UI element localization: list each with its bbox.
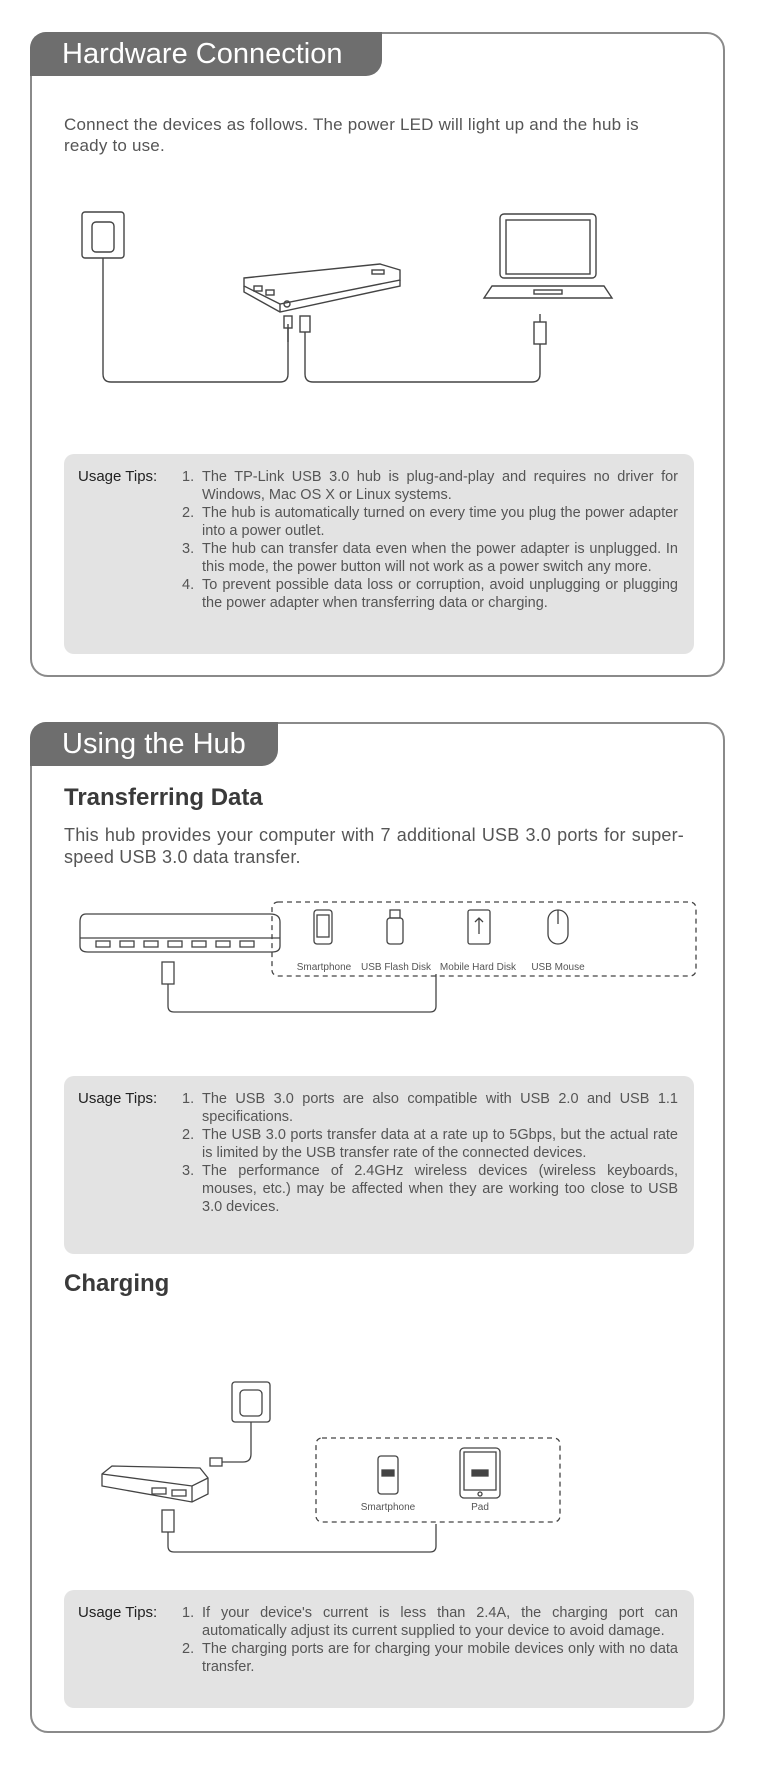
using-the-hub-panel bbox=[30, 722, 725, 1733]
tip-item: 4. To prevent possible data loss or corruption, avoid unplugging or plugging the power adapter when transferring data or charging. bbox=[182, 577, 678, 611]
mobile-hard-disk-icon bbox=[468, 910, 490, 944]
device-label: Pad bbox=[471, 1502, 489, 1513]
usage-tips-box bbox=[64, 1590, 694, 1708]
power-adapter-icon bbox=[210, 1382, 270, 1466]
section-tab-title: Using the Hub bbox=[30, 722, 278, 766]
device-label: Mobile Hard Disk bbox=[439, 962, 517, 973]
tip-item: 2. The hub is automatically turned on every time you plug the power adapter into a power outlet. bbox=[182, 505, 678, 539]
usage-tips-list bbox=[182, 468, 678, 612]
usage-tips-box bbox=[64, 454, 694, 654]
usage-tips-list bbox=[182, 1090, 678, 1216]
charging-illustration bbox=[32, 1374, 722, 1564]
usage-tips-box bbox=[64, 1076, 694, 1254]
tip-item: 1. The TP-Link USB 3.0 hub is plug-and-play and requires no driver for Windows, Mac OS X or Linux systems. bbox=[182, 469, 678, 503]
usb-mouse-icon bbox=[548, 910, 568, 944]
section-tab-title: Hardware Connection bbox=[30, 32, 382, 76]
usb-hub-icon bbox=[80, 914, 280, 952]
intro-text: Connect the devices as follows. The power LED will light up and the hub is ready to use. bbox=[64, 115, 639, 155]
tip-item: 2. The USB 3.0 ports transfer data at a rate up to 5Gbps, but the actual rate is limited by the USB transfer rate of the connected devices. bbox=[182, 1127, 678, 1161]
tip-item: 3. The performance of 2.4GHz wireless devices (wireless keyboards, mouses, etc.) may be affected when they are working too close to USB 3.0 devices. bbox=[182, 1163, 678, 1215]
tip-item: 3. The hub can transfer data even when the power adapter is unplugged. In this mode, the power button will not work as a power switch any more. bbox=[182, 541, 678, 575]
pad-icon bbox=[460, 1448, 500, 1498]
usage-tips-list bbox=[182, 1604, 678, 1676]
smartphone-icon bbox=[378, 1456, 398, 1494]
device-label: USB Flash Disk bbox=[360, 962, 431, 973]
tip-item: 1. If your device's current is less than 2.4A, the charging port can automatically adjust its current supplied to your device to avoid damage. bbox=[182, 1605, 678, 1639]
usage-tips-label: Usage Tips: bbox=[78, 1090, 158, 1107]
usb-flash-disk-icon bbox=[387, 910, 403, 944]
tip-item: 2. The charging ports are for charging your mobile devices only with no data transfer. bbox=[182, 1641, 678, 1675]
hardware-connection-panel bbox=[30, 32, 725, 677]
device-label: Smartphone bbox=[296, 962, 352, 973]
usb-hub-icon bbox=[102, 1466, 208, 1502]
device-label: USB Mouse bbox=[531, 962, 585, 973]
smartphone-icon bbox=[314, 910, 332, 944]
usage-tips-label: Usage Tips: bbox=[78, 1604, 158, 1621]
tip-item: 1. The USB 3.0 ports are also compatible with USB 2.0 and USB 1.1 specifications. bbox=[182, 1091, 678, 1125]
usb-hub-icon bbox=[244, 264, 400, 312]
power-adapter-icon bbox=[82, 212, 288, 382]
connection-illustration bbox=[32, 174, 722, 394]
charging-heading: Charging bbox=[64, 1270, 170, 1297]
device-label: Smartphone bbox=[360, 1502, 416, 1513]
usage-tips-label: Usage Tips: bbox=[78, 468, 158, 485]
transfer-intro-text: This hub provides your computer with 7 additional USB 3.0 ports for super-speed USB 3.0 data transfer. bbox=[64, 825, 684, 867]
transferring-data-heading: Transferring Data bbox=[64, 784, 263, 811]
laptop-icon bbox=[484, 214, 612, 298]
